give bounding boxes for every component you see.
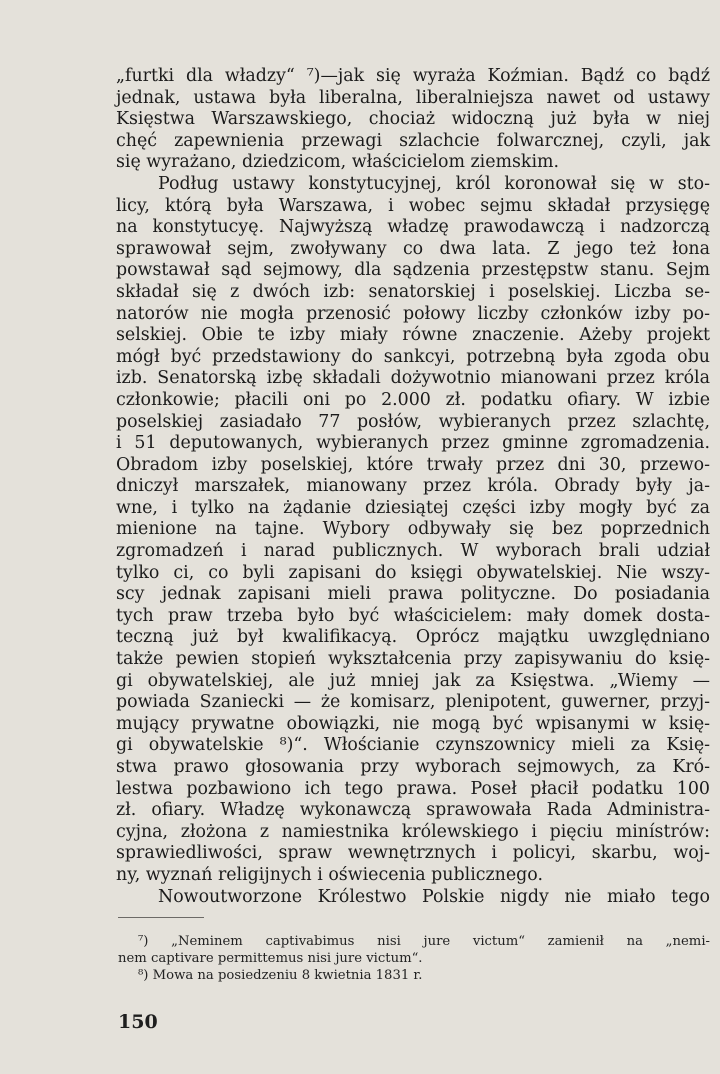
text-line: mógł być przedstawiony do sankcyi, potrzebną była zgoda obu [116, 346, 710, 367]
text-line: jednak, ustawa była liberalna, liberalniejsza nawet od ustawy [116, 87, 710, 108]
text-line: także pewien stopień wykształcenia przy zapisywaniu do księ- [116, 649, 710, 670]
text-line: chęć zapewnienia przewagi szlachcie folwarcznej, czyli, jak [116, 130, 710, 151]
text-line: gi obywatelskiej, ale już mniej jak za Księstwa. „Wiemy — [116, 670, 710, 691]
footnote-divider [118, 917, 204, 918]
text-line: dniczył marszałek, mianowany przez króla. Obrady były ja- [116, 476, 710, 497]
footnote-line: nem captivare permittemus nisi jure victum“. [118, 951, 423, 966]
text-line: gi obywatelskie ⁸)“. Włościanie czynszownicy mieli za Księ- [116, 735, 710, 756]
text-line: sprawował sejm, zwoływany co dwa lata. Z jego też łona [116, 238, 710, 259]
text-line: ny, wyznań religijnych i oświecenia publicznego. [116, 864, 543, 885]
page-number: 150 [118, 1011, 158, 1033]
text-line: scy jednak zapisani mieli prawa polityczne. Do posiadania [116, 584, 710, 605]
text-line: powiada Szaniecki — że komisarz, plenipotent, guwerner, przyj- [116, 692, 710, 713]
footnote-line: ⁸) Mowa na posiedzeniu 8 kwietnia 1831 r. [138, 968, 423, 983]
text-line: się wyrażano, dziedzicom, właścicielom ziemskim. [116, 152, 560, 173]
text-line: mujący prywatne obowiązki, nie mogą być wpisanymi w księ- [116, 713, 710, 734]
text-line: licy, którą była Warszawa, i wobec sejmu składał przysięgę [116, 195, 710, 216]
text-line: tylko ci, co byli zapisani do księgi obywatelskiej. Nie wszy- [116, 562, 710, 583]
text-line: sprawiedliwości, spraw wewnętrznych i policyi, skarbu, woj- [116, 843, 710, 864]
text-line: Księstwa Warszawskiego, chociaż widoczną już była w niej [116, 109, 710, 130]
text-line: powstawał sąd sejmowy, dla sądzenia przestępstw stanu. Sejm [116, 260, 710, 281]
text-line: członkowie; płacili oni po 2.000 zł. podatku ofiary. W izbie [116, 389, 710, 410]
text-line: teczną już był kwalifikacyą. Oprócz majątku uwzględniano [116, 627, 710, 648]
text-line: lestwa pozbawiono ich tego prawa. Poseł płacił podatku 100 [116, 778, 710, 799]
text-line: selskiej. Obie te izby miały równe znaczenie. Ażeby projekt [116, 325, 710, 346]
text-line: tych praw trzeba było być właścicielem: mały domek dosta- [116, 605, 710, 626]
text-line: na konstytucyę. Najwyższą władzę prawodawczą i nadzorczą [116, 217, 710, 238]
footnotes [118, 933, 710, 984]
main-text [116, 66, 710, 908]
text-line: cyjna, złożona z namiestnika królewskiego i pięciu minístrów: [116, 821, 710, 842]
text-line: natorów nie mogła przenosić połowy liczby członków izby po- [116, 303, 710, 324]
text-line: zgromadzeń i narad publicznych. W wyborach brali udział [116, 541, 710, 562]
footnote-line: ⁷) „Neminem captivabimus nisi jure victum“ zamienił na „nemi- [138, 934, 710, 949]
text-line: izb. Senatorską izbę składali dożywotnio mianowani przez króla [116, 368, 710, 389]
text-line: poselskiej zasiadało 77 posłów, wybieranych przez szlachtę, [116, 411, 710, 432]
text-line: zł. ofiary. Władzę wykonawczą sprawowała Rada Administra- [116, 800, 710, 821]
paragraph-start-line: Podług ustawy konstytucyjnej, król koronował się w sto- [158, 173, 710, 194]
text-line: „furtki dla władzy“ ⁷)—jak się wyraża Koźmian. Bądź co bądź [116, 66, 710, 86]
text-line: składał się z dwóch izb: senatorskiej i poselskiej. Liczba se- [116, 281, 710, 302]
paragraph-start-line: Nowoutworzone Królestwo Polskie nigdy nie miało tego [158, 886, 710, 907]
text-line: mienione na tajne. Wybory odbywały się bez poprzednich [116, 519, 710, 540]
text-line: wne, i tylko na żądanie dziesiątej części izby mogły być za [116, 497, 710, 518]
text-line: i 51 deputowanych, wybieranych przez gminne zgromadzenia. [116, 433, 710, 454]
text-line: stwa prawo głosowania przy wyborach sejmowych, za Kró- [116, 757, 710, 777]
text-line: Obradom izby poselskiej, które trwały przez dni 30, przewo- [116, 454, 710, 475]
